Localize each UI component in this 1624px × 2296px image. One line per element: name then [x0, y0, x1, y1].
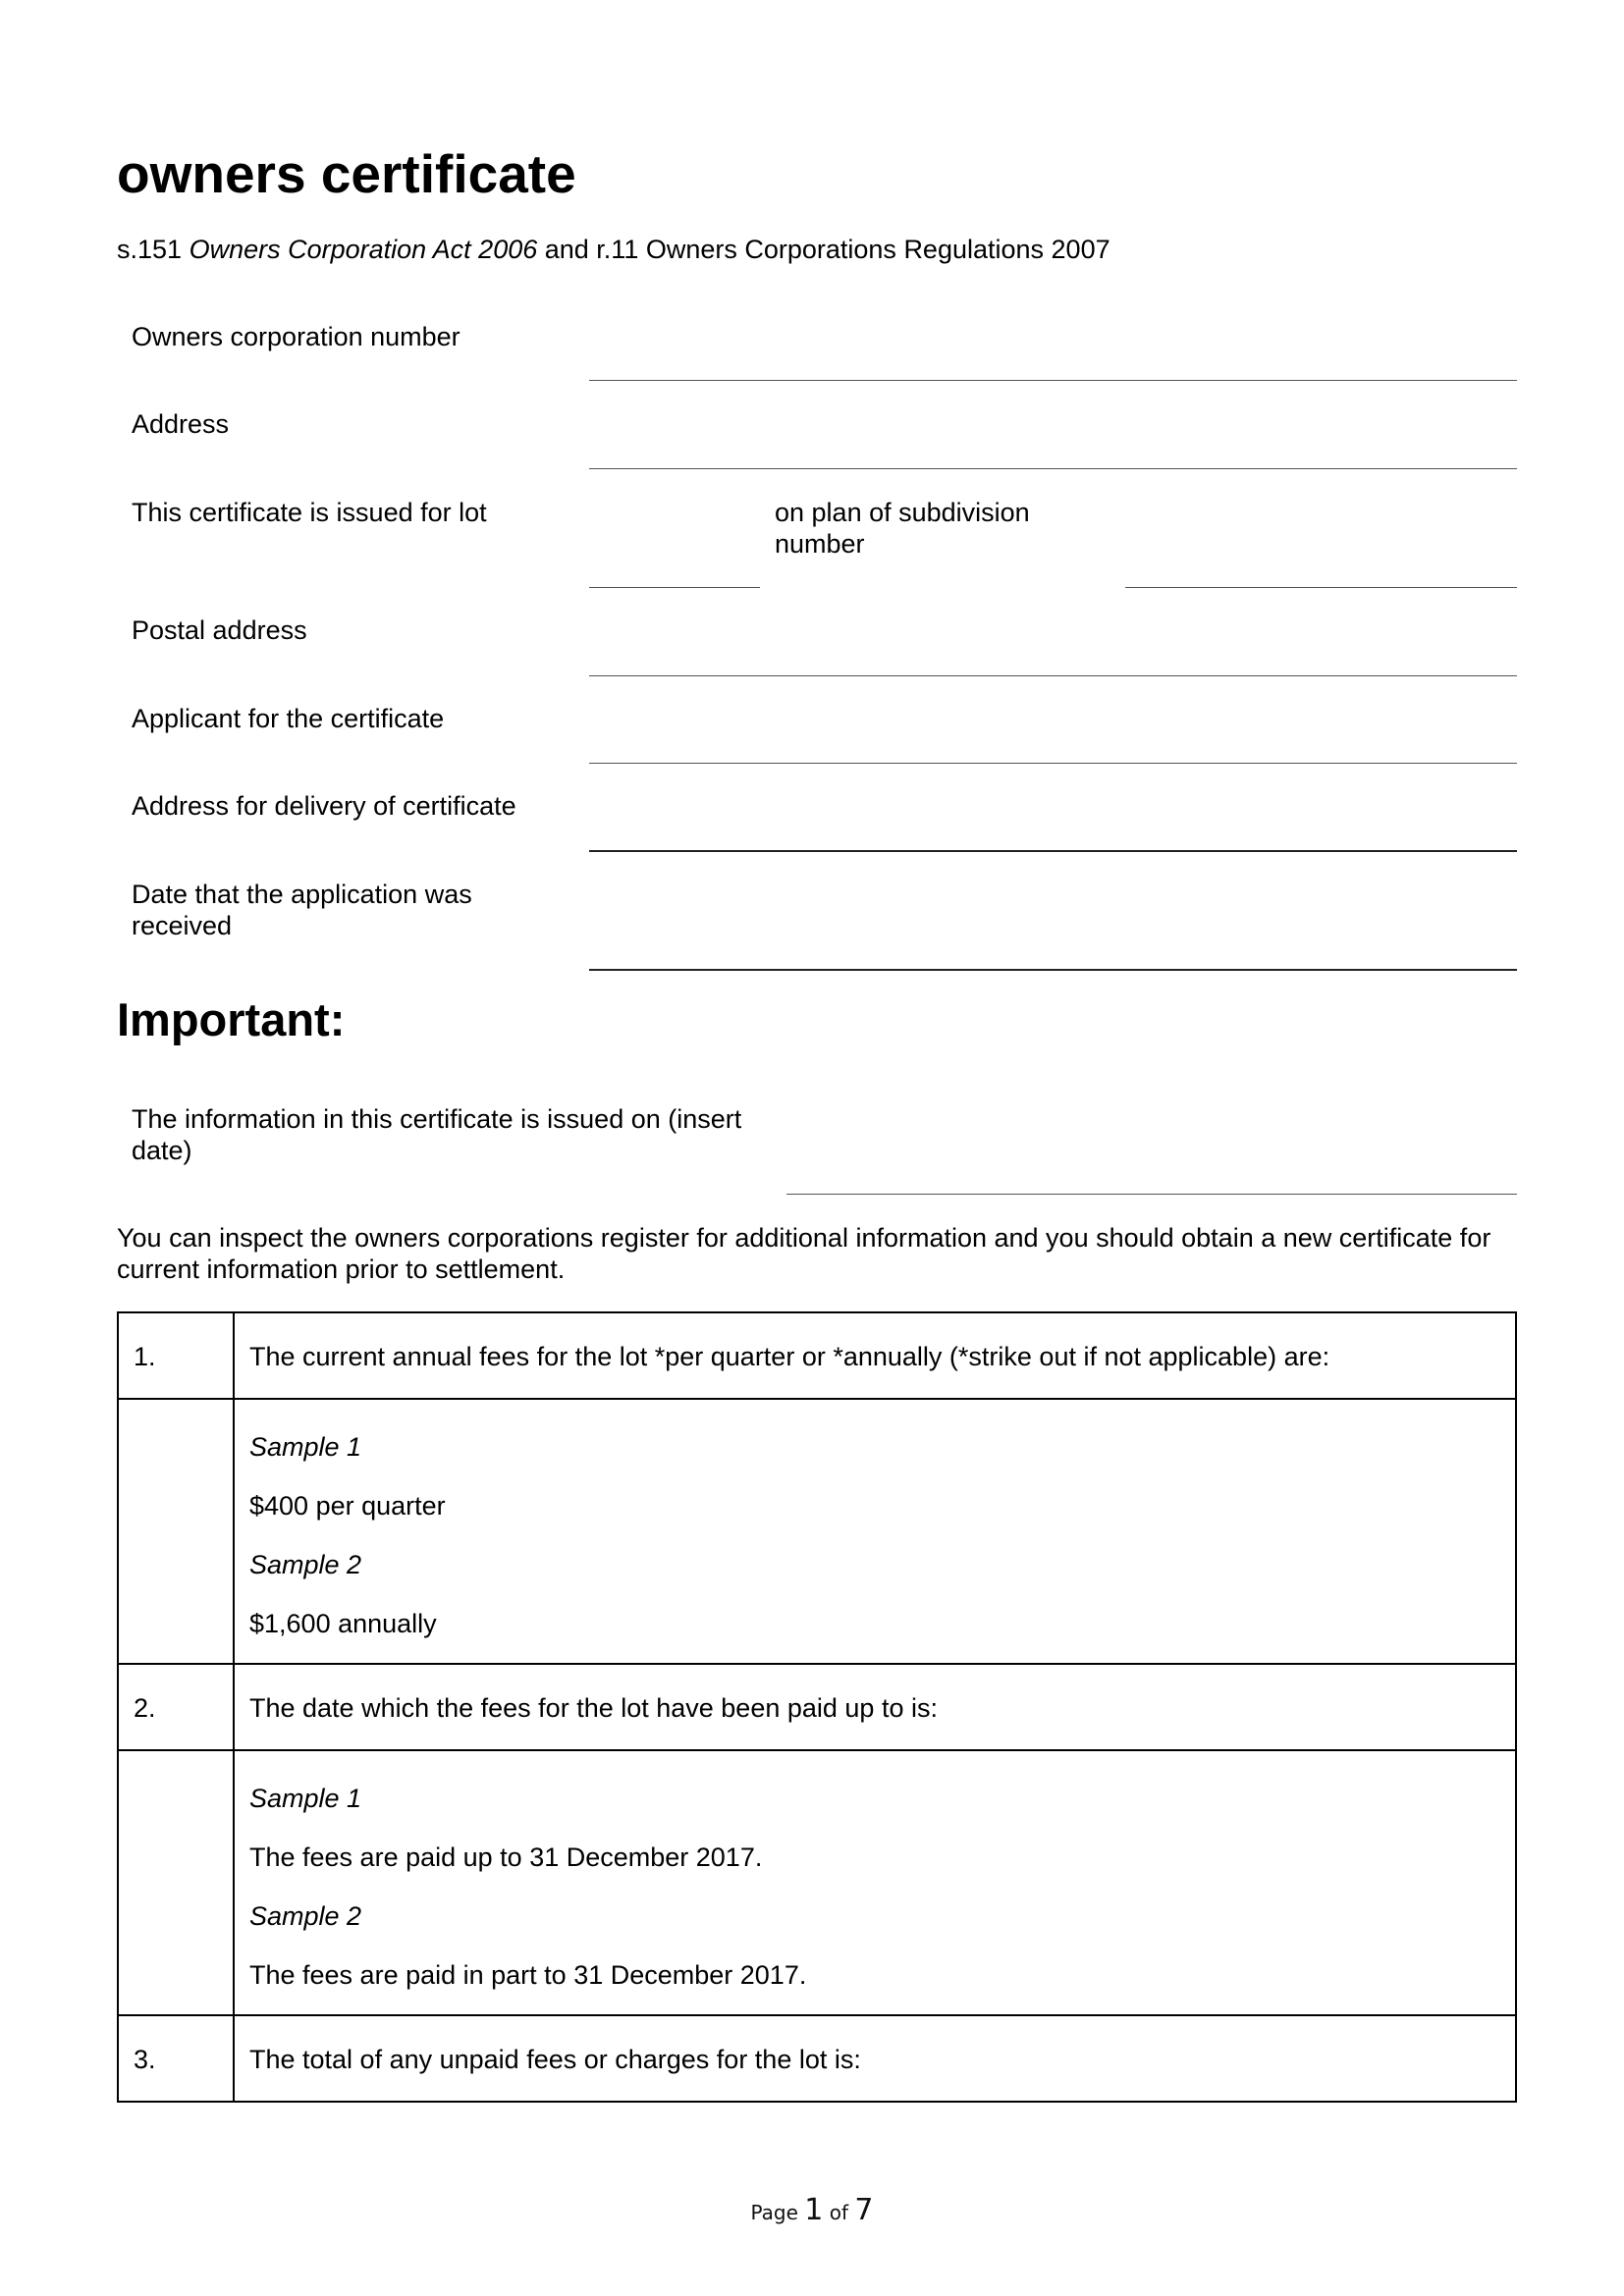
- postal-address-field[interactable]: [589, 675, 1517, 676]
- row-number: 2.: [118, 1664, 234, 1750]
- of-word: of: [823, 2201, 855, 2224]
- sample-text: The fees are paid up to 31 December 2017.: [249, 1842, 763, 1872]
- issued-date-label: The information in this certificate is issued on (insert date): [132, 1104, 742, 1165]
- delivery-address-field[interactable]: [589, 850, 1517, 852]
- sample-cell[interactable]: [234, 1750, 1516, 2015]
- oc-number-label: Owners corporation number: [132, 322, 460, 351]
- row-text: The total of any unpaid fees or charges for the lot is:: [234, 2015, 1516, 2102]
- page-word: Page: [750, 2201, 805, 2224]
- delivery-address-label: Address for delivery of certificate: [132, 791, 516, 821]
- fees-table: [117, 1311, 1517, 2103]
- row-number: 3.: [118, 2015, 234, 2102]
- row-text: The date which the fees for the lot have been paid up to is:: [234, 1664, 1516, 1750]
- total-pages: 7: [854, 2193, 874, 2227]
- table-row: [118, 1399, 1516, 1664]
- postal-address-label: Postal address: [132, 615, 307, 645]
- row-number-empty: [118, 1750, 234, 2015]
- sample-text: $1,600 annually: [249, 1609, 437, 1638]
- lot-field[interactable]: [589, 587, 760, 588]
- sample-label: Sample 2: [249, 1901, 362, 1931]
- sample-label: Sample 1: [249, 1784, 362, 1813]
- date-received-field[interactable]: [589, 969, 1517, 971]
- oc-number-field[interactable]: [589, 380, 1517, 381]
- table-row: [118, 1312, 1516, 1399]
- page-title: owners certificate: [117, 143, 576, 204]
- table-row: [118, 2015, 1516, 2102]
- sample-text: $400 per quarter: [249, 1491, 446, 1521]
- row-number-empty: [118, 1399, 234, 1664]
- table-row: [118, 1750, 1516, 2015]
- applicant-field[interactable]: [589, 763, 1517, 764]
- page-number: [0, 2193, 1624, 2227]
- address-label: Address: [132, 409, 230, 439]
- applicant-label: Applicant for the certificate: [132, 704, 445, 733]
- important-heading: Important:: [117, 993, 346, 1045]
- sample-label: Sample 2: [249, 1550, 362, 1579]
- date-received-label: Date that the application was received: [132, 880, 472, 940]
- sample-label: Sample 1: [249, 1432, 362, 1462]
- legislation-reference: [117, 234, 1110, 265]
- address-field[interactable]: [589, 468, 1517, 469]
- lot-label: This certificate is issued for lot: [132, 498, 487, 527]
- subtitle-suffix: and r.11 Owners Corporations Regulations 2007: [537, 235, 1110, 264]
- issued-date-field[interactable]: [786, 1194, 1517, 1195]
- act-name: Owners Corporation Act 2006: [189, 235, 538, 264]
- table-row: [118, 1664, 1516, 1750]
- plan-label: on plan of subdivision number: [775, 498, 1030, 559]
- sample-cell[interactable]: [234, 1399, 1516, 1664]
- sample-text: The fees are paid in part to 31 December 2017.: [249, 1960, 807, 1990]
- current-page: 1: [804, 2193, 824, 2227]
- row-text: The current annual fees for the lot *per quarter or *annually (*strike out if not applicable) are:: [234, 1312, 1516, 1399]
- subtitle-prefix: s.151: [117, 235, 189, 264]
- plan-number-field[interactable]: [1125, 587, 1517, 588]
- row-number: 1.: [118, 1312, 234, 1399]
- register-note: You can inspect the owners corporations register for additional information and you should obtain a new certificate for current information prior to settlement.: [117, 1223, 1491, 1284]
